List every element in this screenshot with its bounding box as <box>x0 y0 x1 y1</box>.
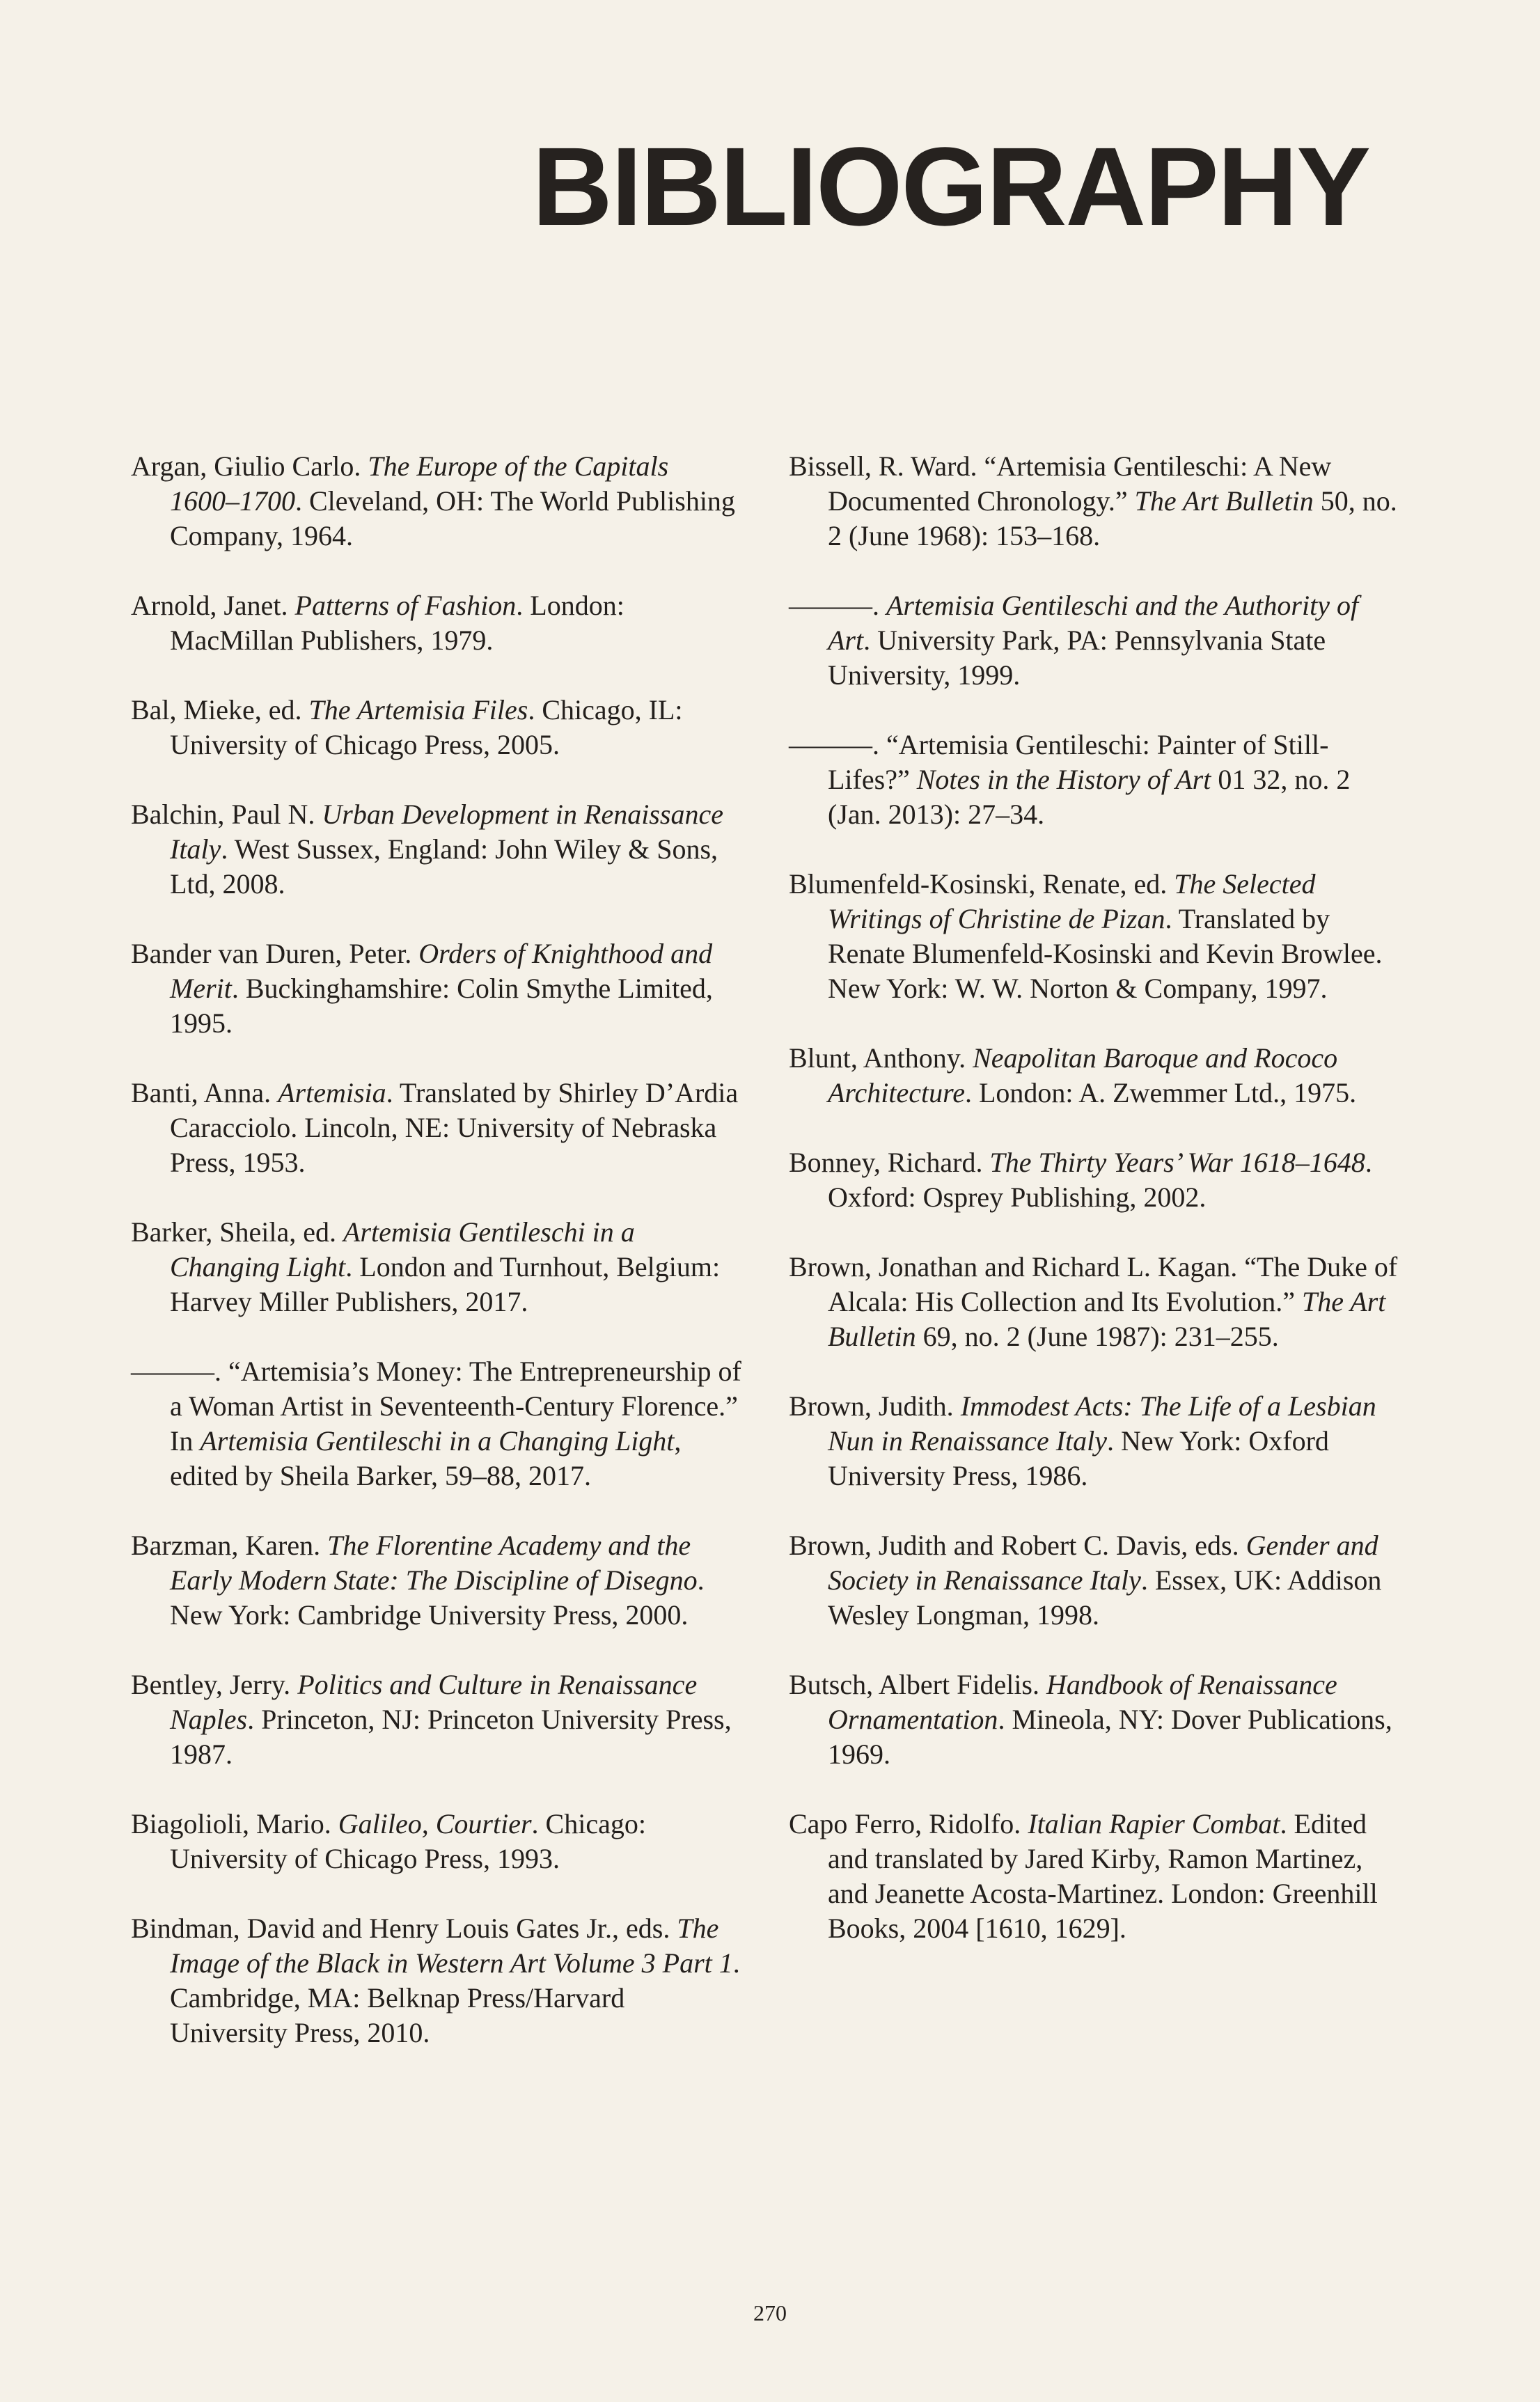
page-title: BIBLIOGRAPHY <box>532 124 1369 249</box>
bibliography-entry: Balchin, Paul N. Urban Development in Renaissance Italy. West Sussex, England: John Wiley & Sons, Ltd, 2008. <box>131 799 723 900</box>
bibliography-entry: Bander van Duren, Peter. Orders of Knighthood and Merit. Buckinghamshire: Colin Smythe Limited, 1995. <box>131 938 713 1039</box>
bibliography-entry: ———. “Artemisia’s Money: The Entrepreneurship of a Woman Artist in Seventeenth-Century Florence.” In Artemisia Gentileschi in a Changing Light, edited by Sheila Barker, 59–88, 2017. <box>131 1356 741 1491</box>
bibliography-entry: Barker, Sheila, ed. Artemisia Gentileschi in a Changing Light. London and Turnhout, Belgium: Harvey Miller Publishers, 2017. <box>131 1216 721 1317</box>
bibliography-entry: Barzman, Karen. The Florentine Academy and the Early Modern State: The Discipline of Disegno. New York: Cambridge University Press, 2000. <box>131 1530 705 1631</box>
bibliography-entry: Brown, Jonathan and Richard L. Kagan. “The Duke of Alcala: His Collection and Its Evolution.” The Art Bulletin 69, no. 2 (June 1987): 231–255. <box>789 1251 1398 1352</box>
bibliography-right-column <box>789 449 1401 1981</box>
bibliography-entry: ———. Artemisia Gentileschi and the Authority of Art. University Park, PA: Pennsylvania State University, 1999. <box>789 590 1359 691</box>
bibliography-entry: Bentley, Jerry. Politics and Culture in Renaissance Naples. Princeton, NJ: Princeton University Press, 1987. <box>131 1669 732 1770</box>
page-number: 270 <box>753 2300 787 2325</box>
bibliography-entry: Bal, Mieke, ed. The Artemisia Files. Chicago, IL: University of Chicago Press, 2005. <box>131 694 683 760</box>
bibliography-left-column <box>131 449 744 2085</box>
bibliography-entry: Bindman, David and Henry Louis Gates Jr., eds. The Image of the Black in Western Art Volume 3 Part 1. Cambridge, MA: Belknap Press/Harvard University Press, 2010. <box>131 1913 740 2048</box>
bibliography-entry: Banti, Anna. Artemisia. Translated by Shirley D’Ardia Caracciolo. Lincoln, NE: University of Nebraska Press, 1953. <box>131 1077 739 1178</box>
bibliography-entry: Bonney, Richard. The Thirty Years’ War 1618–1648. Oxford: Osprey Publishing, 2002. <box>789 1147 1372 1213</box>
bibliography-entry: Butsch, Albert Fidelis. Handbook of Renaissance Ornamentation. Mineola, NY: Dover Publications, 1969. <box>789 1669 1392 1770</box>
bibliography-entry: Biagolioli, Mario. Galileo, Courtier. Chicago: University of Chicago Press, 1993. <box>131 1808 646 1874</box>
bibliography-entry: Capo Ferro, Ridolfo. Italian Rapier Combat. Edited and translated by Jared Kirby, Ramon Martinez, and Jeanette Acosta-Martinez. London: Greenhill Books, 2004 [1610, 1629]. <box>789 1808 1378 1944</box>
bibliography-entry: Argan, Giulio Carlo. The Europe of the Capitals 1600–1700. Cleveland, OH: The World Publishing Company, 1964. <box>131 450 735 551</box>
bibliography-entry: Bissell, R. Ward. “Artemisia Gentileschi: A New Documented Chronology.” The Art Bulletin 50, no. 2 (June 1968): 153–168. <box>789 450 1397 551</box>
bibliography-entry: Blunt, Anthony. Neapolitan Baroque and Rococo Architecture. London: A. Zwemmer Ltd., 1975. <box>789 1042 1357 1108</box>
bibliography-entry: Blumenfeld-Kosinski, Renate, ed. The Selected Writings of Christine de Pizan. Translated by Renate Blumenfeld-Kosinski and Kevin Browlee. New York: W. W. Norton & Company, 1997. <box>789 868 1383 1004</box>
bibliography-entry: Brown, Judith. Immodest Acts: The Life of a Lesbian Nun in Renaissance Italy. New York: Oxford University Press, 1986. <box>789 1390 1376 1491</box>
bibliography-entry: ———. “Artemisia Gentileschi: Painter of Still-Lifes?” Notes in the History of Art 01 32, no. 2 (Jan. 2013): 27–34. <box>789 729 1351 830</box>
bibliography-entry: Brown, Judith and Robert C. Davis, eds. Gender and Society in Renaissance Italy. Essex, UK: Addison Wesley Longman, 1998. <box>789 1530 1382 1631</box>
bibliography-entry: Arnold, Janet. Patterns of Fashion. London: MacMillan Publishers, 1979. <box>131 590 624 656</box>
